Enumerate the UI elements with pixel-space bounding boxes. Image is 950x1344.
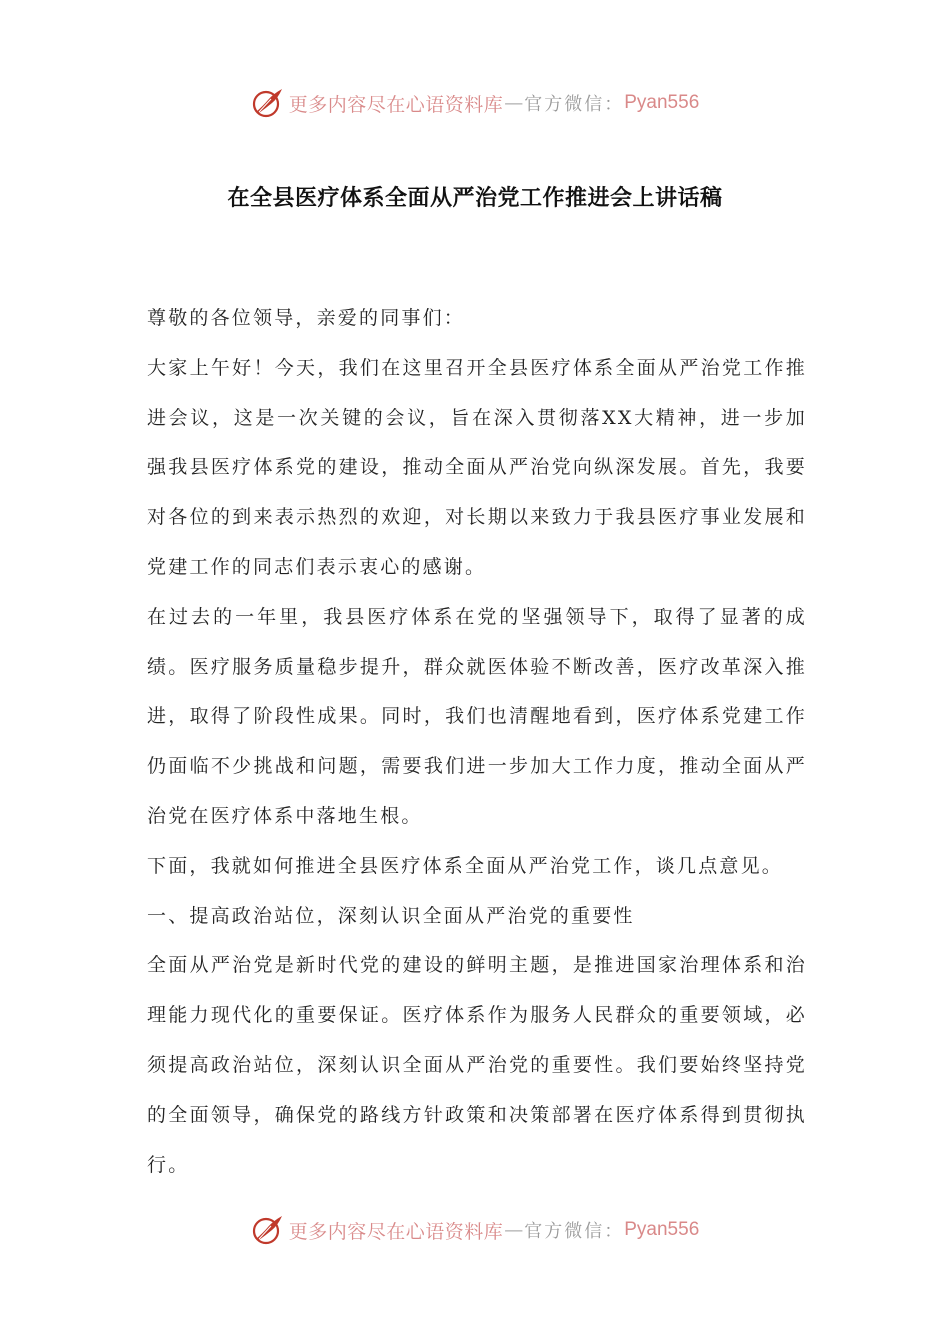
banner-text: 更多内容尽在心语资料库 — [288, 93, 504, 116]
document-title: 在全县医疗体系全面从严治党工作推进会上讲话稿 — [227, 186, 723, 211]
footer-watermark-banner — [0, 1210, 950, 1250]
body-paragraph: 全面从严治党是新时代党的建设的鲜明主题，是推进国家治理体系和治理能力现代化的重要保证。医疗体系作为服务人民群众的重要领域，必须提高政治站位，深刻认识全面从严治党的重要性。我们要始终坚持党的全面领导，确保党的路线方针政策和决策部署在医疗体系得到贯彻执行。 — [147, 954, 807, 1176]
header-watermark-banner — [0, 83, 950, 123]
section-heading: 一、提高政治站位，深刻认识全面从严治党的重要性 — [147, 904, 635, 927]
quill-logo-icon — [251, 1213, 285, 1247]
quill-logo-icon — [251, 86, 285, 120]
banner-separator: — — [504, 92, 524, 114]
banner-wechat-label: 官方微信： — [524, 1221, 625, 1242]
banner-separator: — — [504, 1219, 524, 1241]
body-paragraph: 下面，我就如何推进全县医疗体系全面从严治党工作，谈几点意见。 — [147, 854, 784, 877]
banner-wechat-label: 官方微信： — [524, 94, 625, 115]
document-body — [147, 294, 807, 1190]
banner-wechat-id: Pyan556 — [624, 92, 700, 113]
body-paragraph: 在过去的一年里，我县医疗体系在党的坚强领导下，取得了显著的成绩。医疗服务质量稳步提升，群众就医体验不断改善，医疗改革深入推进，取得了阶段性成果。同时，我们也清醒地看到，医疗体系党建工作仍面临不少挑战和问题，需要我们进一步加大工作力度，推动全面从严治党在医疗体系中落地生根。 — [147, 605, 807, 827]
salutation-paragraph: 尊敬的各位领导，亲爱的同事们： — [147, 307, 466, 329]
banner-wechat-id: Pyan556 — [624, 1219, 700, 1240]
banner-text: 更多内容尽在心语资料库 — [288, 1220, 504, 1243]
body-paragraph: 大家上午好！今天，我们在这里召开全县医疗体系全面从严治党工作推进会议，这是一次关键的会议，旨在深入贯彻落XX大精神，进一步加强我县医疗体系党的建设，推动全面从严治党向纵深发展。首先，我要对各位的到来表示热烈的欢迎，对长期以来致力于我县医疗事业发展和党建工作的同志们表示衷心的感谢。 — [147, 356, 807, 578]
